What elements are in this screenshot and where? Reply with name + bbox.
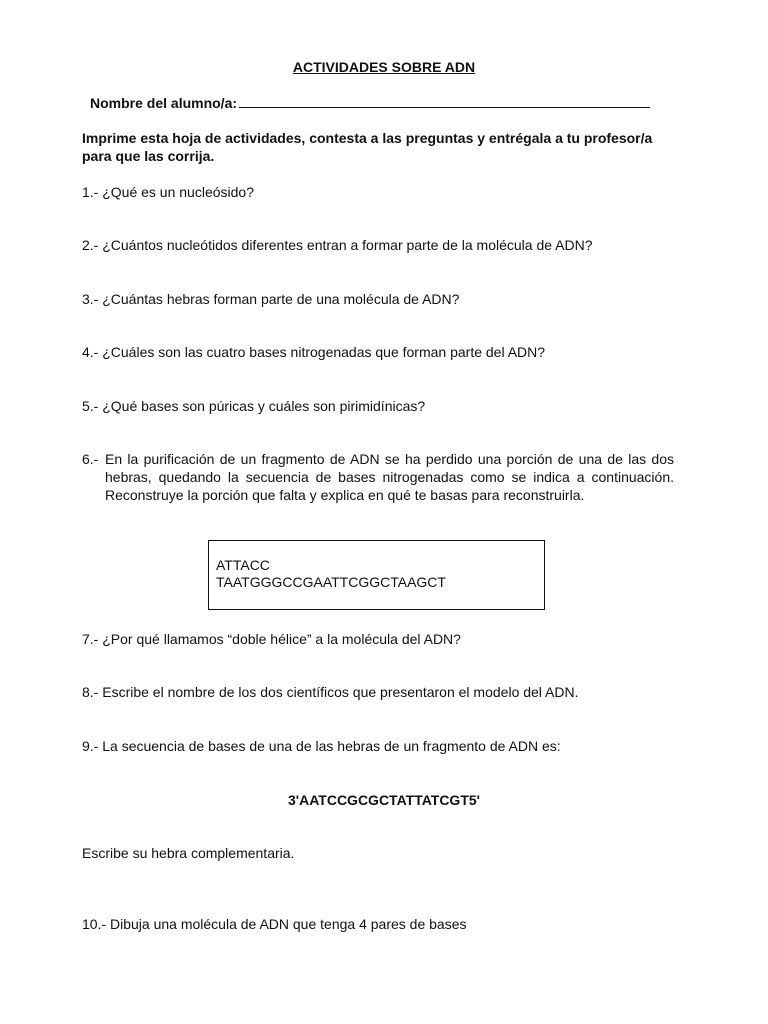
- dna-partial-strand: ATTACC: [216, 557, 270, 573]
- instructions-text: Imprime esta hoja de actividades, contesta a las preguntas y entrégala a tu profesor/a para que las corrija.: [82, 130, 653, 164]
- question-7: 7.- ¿Por qué llamamos “doble hélice” a la molécula del ADN?: [82, 631, 461, 647]
- student-name-line: [90, 93, 650, 112]
- question-4: 4.- ¿Cuáles son las cuatro bases nitrogenadas que forman parte del ADN?: [82, 344, 546, 360]
- dna-full-strand: TAATGGGCCGAATTCGGCTAAGCT: [216, 574, 446, 590]
- question-9: 9.- La secuencia de bases de una de las hebras de un fragmento de ADN es:: [82, 738, 561, 754]
- question-3: 3.- ¿Cuántas hebras forman parte de una molécula de ADN?: [82, 291, 460, 307]
- question-9-sequence: 3'AATCCGCGCTATTATCGT5': [287, 792, 480, 808]
- dna-sequence-box: [208, 540, 545, 610]
- question-1: 1.- ¿Qué es un nucleósido?: [82, 184, 254, 200]
- question-9-followup: Escribe su hebra complementaria.: [82, 845, 295, 861]
- question-8: 8.- Escribe el nombre de los dos científicos que presentaron el modelo del ADN.: [82, 684, 579, 700]
- question-2: 2.- ¿Cuántos nucleótidos diferentes entran a formar parte de la molécula de ADN?: [82, 237, 593, 253]
- student-name-label: Nombre del alumno/a:: [90, 95, 238, 111]
- question-6-number: 6.-: [82, 451, 99, 467]
- question-6: [82, 450, 674, 504]
- student-name-blank: [239, 93, 650, 108]
- worksheet-title: ACTIVIDADES SOBRE ADN: [292, 59, 476, 75]
- question-10: 10.- Dibuja una molécula de ADN que tenga 4 pares de bases: [82, 916, 467, 932]
- question-6-text: En la purificación de un fragmento de ADN se ha perdido una porción de una de las dos hebras, quedando la secuencia de bases nitrogenadas como se indica a continuación. Reconstruye la porción que falta y explica en qué te basas para reconstruirla.: [105, 451, 674, 503]
- question-5: 5.- ¿Qué bases son púricas y cuáles son pirimidínicas?: [82, 398, 426, 414]
